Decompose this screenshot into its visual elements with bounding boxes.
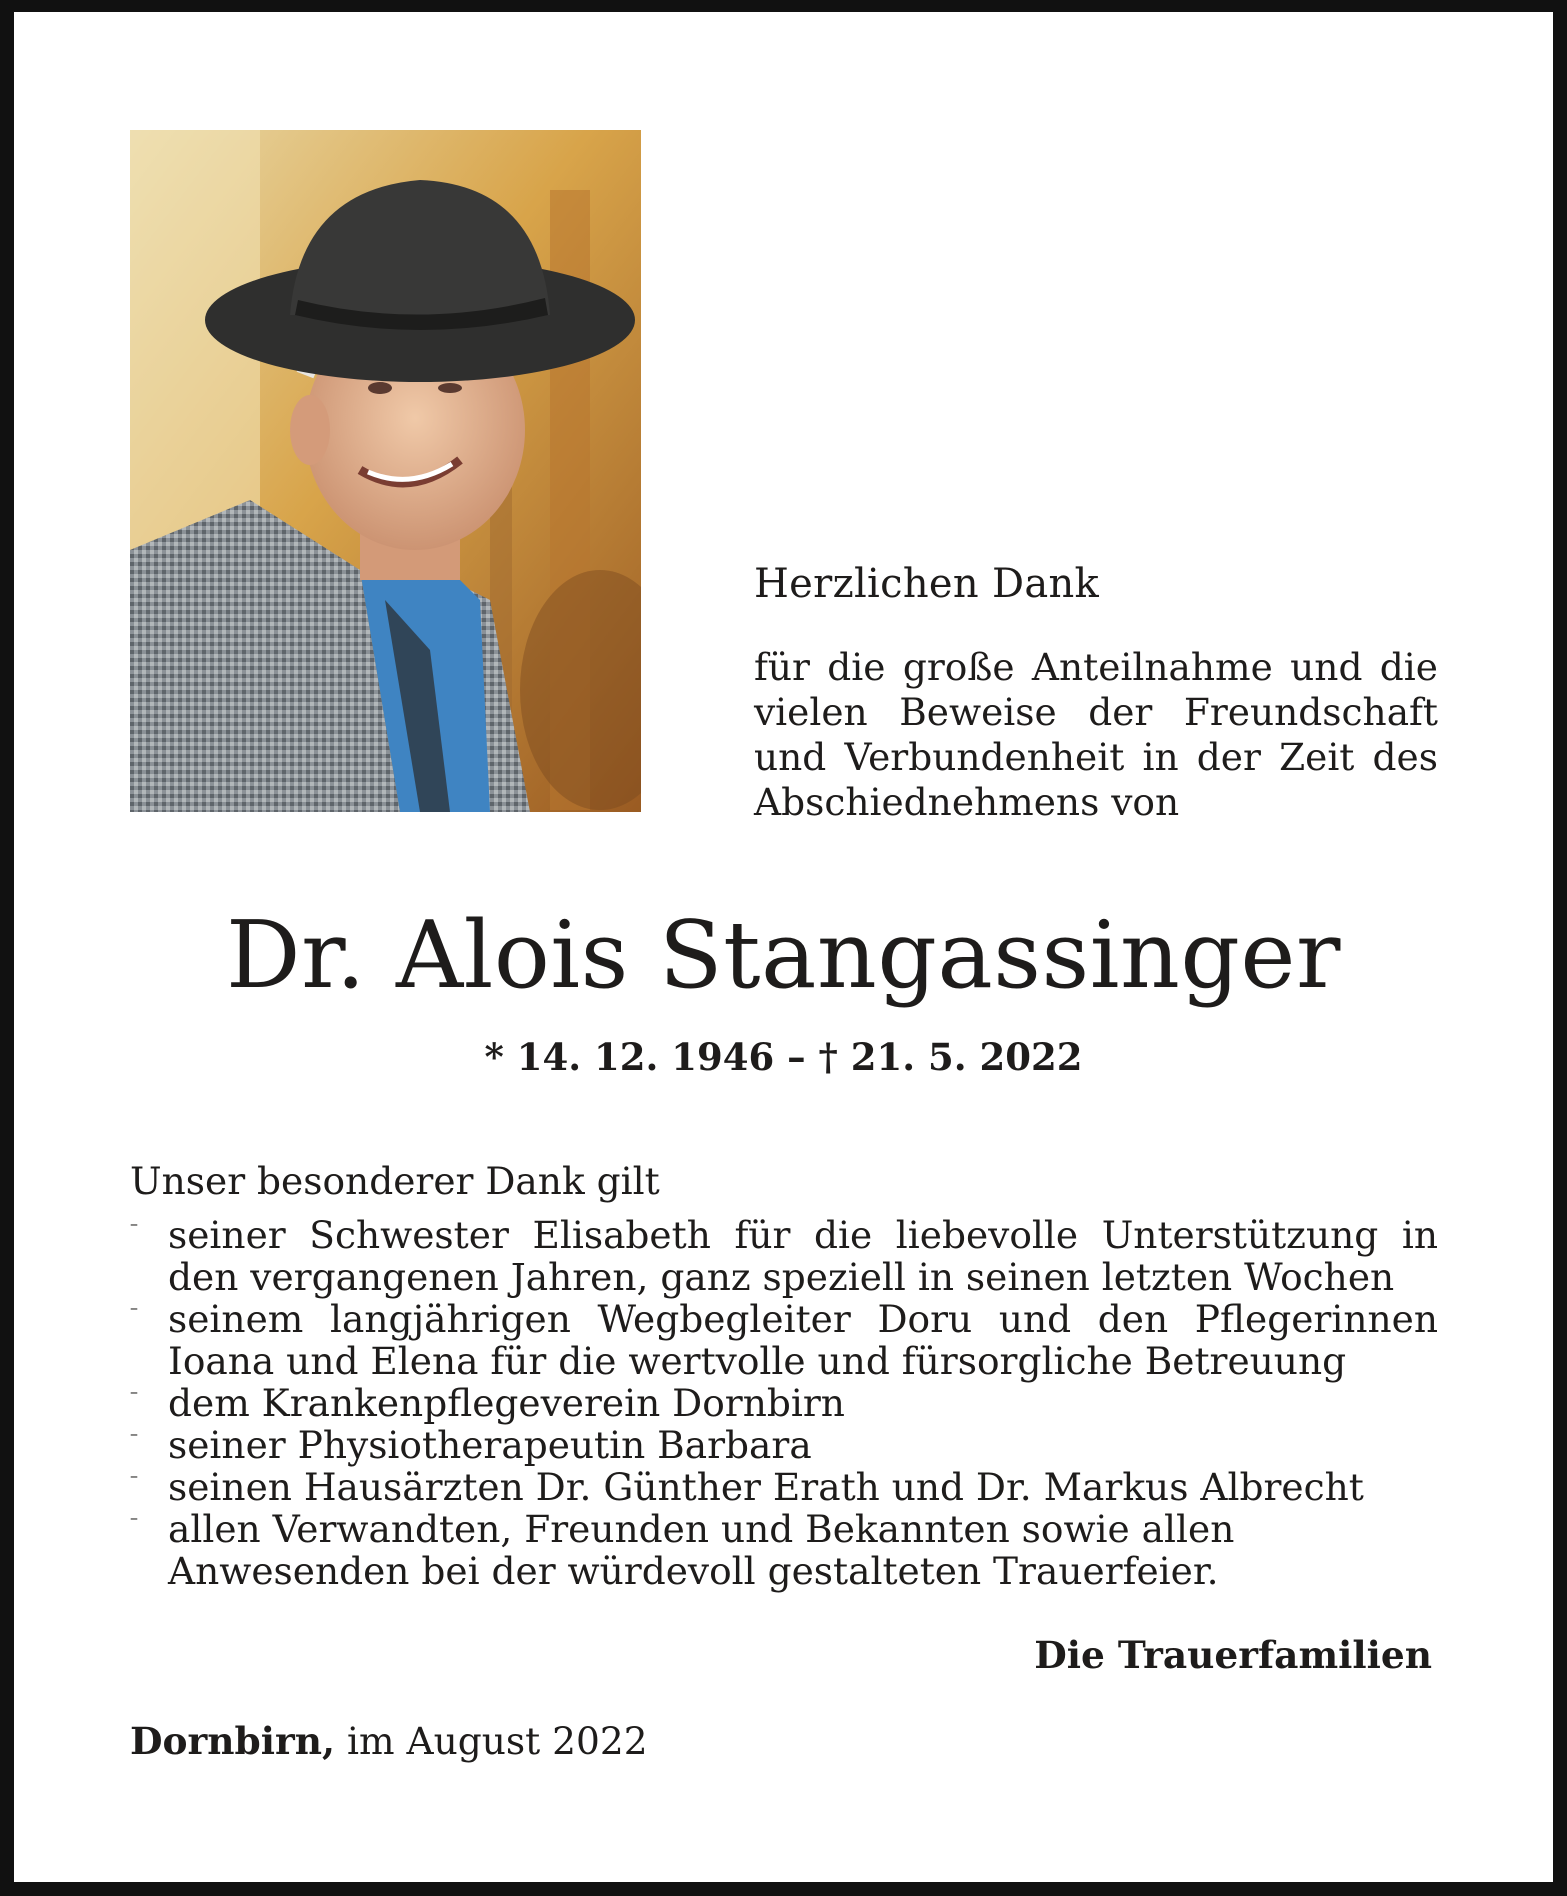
thanks-intro: für die große Anteilnahme und die vielen Beweise der Freundschaft und Verbundenheit in der Zeit des Abschiednehmens von <box>754 645 1438 824</box>
list-item-text: allen Verwandten, Freunden und Bekannten sowie allen Anwesenden bei der würdevoll gestalteten Trauerfeier. <box>168 1507 1235 1593</box>
thanks-heading: Herzlichen Dank <box>754 561 1100 607</box>
list-item <box>130 1382 1438 1424</box>
thanks-lead: Unser besonderer Dank gilt <box>130 1159 660 1203</box>
list-item-text: dem Krankenpflegeverein Dornbirn <box>168 1381 845 1425</box>
list-item <box>130 1214 1438 1298</box>
list-item <box>130 1508 1438 1592</box>
place: Dornbirn, <box>130 1719 336 1763</box>
list-dash: – <box>130 1214 138 1233</box>
date: im August 2022 <box>347 1719 648 1763</box>
thanks-list <box>130 1214 1438 1592</box>
list-dash: – <box>130 1382 138 1401</box>
portrait-photo <box>130 130 641 812</box>
list-item <box>130 1466 1438 1508</box>
list-dash: – <box>130 1508 138 1527</box>
deceased-name: Dr. Alois Stangassinger <box>226 901 1341 1009</box>
list-item-text: seinem langjährigen Wegbegleiter Doru und den Pflegerinnen Ioana und Elena für die wertvolle und fürsorgliche Betreuung <box>168 1297 1438 1383</box>
list-item <box>130 1424 1438 1466</box>
life-dates: * 14. 12. 1946 – † 21. 5. 2022 <box>484 1035 1083 1079</box>
list-item-text: seinen Hausärzten Dr. Günther Erath und Dr. Markus Albrecht <box>168 1465 1364 1509</box>
list-dash: – <box>130 1298 138 1317</box>
list-dash: – <box>130 1424 138 1443</box>
list-item-text: seiner Schwester Elisabeth für die liebevolle Unterstützung in den vergangenen Jahren, ganz speziell in seinen letzten Wochen <box>168 1213 1438 1299</box>
list-item-text: seiner Physiotherapeutin Barbara <box>168 1423 812 1467</box>
signature: Die Trauerfamilien <box>1034 1633 1432 1677</box>
place-date <box>130 1718 648 1764</box>
list-dash: – <box>130 1466 138 1485</box>
list-item <box>130 1298 1438 1382</box>
